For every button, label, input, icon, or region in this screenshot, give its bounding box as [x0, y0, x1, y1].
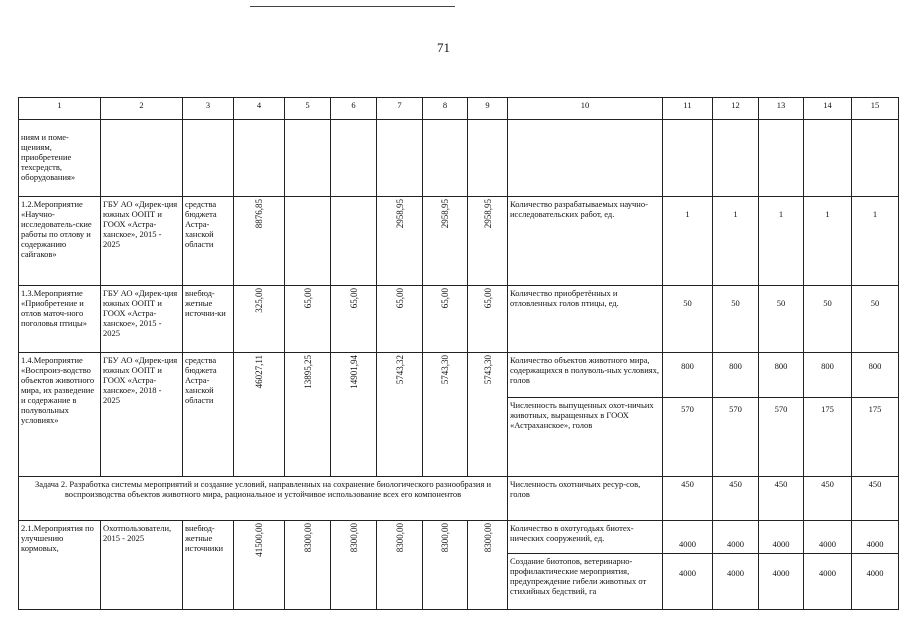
program-table — [18, 97, 899, 610]
indicator: Количество приобретённых и отловленных голов птицы, ед. — [508, 286, 663, 353]
target-value: 570 — [713, 398, 759, 476]
empty-cell — [331, 120, 377, 196]
activity-name: 1.3.Мероприятие «Приобретение и отлов маточ-ного поголовья птицы» — [19, 286, 101, 353]
target-value: 800 — [804, 353, 852, 398]
empty-cell — [663, 120, 713, 196]
table-row-1-3 — [19, 286, 899, 353]
table-row-continuation — [19, 120, 899, 196]
col-header: 15 — [852, 98, 899, 120]
amount-year: 65,00 — [285, 286, 331, 353]
target-value: 50 — [852, 286, 899, 353]
empty-cell — [101, 120, 183, 196]
amount-year: 2958,95 — [377, 196, 423, 286]
amount-year: 8300,00 — [468, 521, 508, 610]
col-header: 13 — [759, 98, 804, 120]
amount-year — [285, 196, 331, 286]
indicator: Количество в охотугодьях биотех-нических сооружений, ед. — [508, 521, 663, 554]
table-row-1-4 — [19, 353, 899, 398]
amount-year: 65,00 — [331, 286, 377, 353]
col-header: 8 — [423, 98, 468, 120]
top-rule — [250, 6, 455, 7]
amount-total: 46027,11 — [234, 353, 285, 476]
empty-cell — [852, 120, 899, 196]
activity-name: 2.1.Мероприятия по улучшению кормовых, — [19, 521, 101, 610]
activity-name: 1.2.Мероприятие «Научно-исследователь-ские работы по отлову и содержанию сайгаков» — [19, 196, 101, 286]
col-header: 4 — [234, 98, 285, 120]
col-header: 14 — [804, 98, 852, 120]
executor: ГБУ АО «Дирек-ция южных ООПТ и ГООХ «Астра-ханское», 2018 - 2025 — [101, 353, 183, 476]
amount-year — [331, 196, 377, 286]
target-value: 4000 — [804, 553, 852, 609]
amount-total: 41500,00 — [234, 521, 285, 610]
empty-cell — [508, 120, 663, 196]
amount-year: 2958,95 — [423, 196, 468, 286]
target-value: 4000 — [852, 521, 899, 554]
task-heading: Задача 2. Разработка системы мероприятий и создание условий, направленных на сохранение биологического разнообразия и воспроизводства объектов животного мира, рациональное и устойчивое использование всех его компонентов — [19, 476, 508, 521]
target-value: 175 — [804, 398, 852, 476]
target-value: 570 — [759, 398, 804, 476]
indicator: Количество разрабатываемых научно-исследовательских работ, ед. — [508, 196, 663, 286]
executor: ГБУ АО «Дирек-ция южных ООПТ и ГООХ «Астра-ханское», 2015 - 2025 — [101, 286, 183, 353]
amount-year: 14901,94 — [331, 353, 377, 476]
amount-year: 5743,30 — [423, 353, 468, 476]
table-row-2-1 — [19, 521, 899, 554]
empty-cell — [759, 120, 804, 196]
amount-year: 5743,30 — [468, 353, 508, 476]
funding-source: внебюд-жетные источники — [183, 521, 234, 610]
target-value: 175 — [852, 398, 899, 476]
amount-year: 8300,00 — [377, 521, 423, 610]
target-value: 800 — [663, 353, 713, 398]
target-value: 4000 — [713, 553, 759, 609]
amount-year: 5743,32 — [377, 353, 423, 476]
target-value: 450 — [759, 476, 804, 521]
target-value: 450 — [852, 476, 899, 521]
target-value: 1 — [713, 196, 759, 286]
amount-year: 65,00 — [468, 286, 508, 353]
target-value: 4000 — [663, 521, 713, 554]
indicator: Численность охотничьих ресур-сов, голов — [508, 476, 663, 521]
amount-year: 8300,00 — [331, 521, 377, 610]
target-value: 450 — [804, 476, 852, 521]
indicator: Численность выпущенных охот-ничьих животных, выращенных в ГООХ «Астраханское», голов — [508, 398, 663, 476]
target-value: 800 — [713, 353, 759, 398]
target-value: 50 — [759, 286, 804, 353]
table-row-task-2 — [19, 476, 899, 521]
activity-name: ниям и поме-щениям, приобретение техсредств, оборудования» — [19, 120, 101, 196]
amount-year: 2958,95 — [468, 196, 508, 286]
amount-total: 8876,85 — [234, 196, 285, 286]
col-header: 1 — [19, 98, 101, 120]
header-row — [19, 98, 899, 120]
empty-cell — [285, 120, 331, 196]
empty-cell — [804, 120, 852, 196]
table-row-1-2 — [19, 196, 899, 286]
target-value: 1 — [759, 196, 804, 286]
col-header: 7 — [377, 98, 423, 120]
amount-year: 8300,00 — [285, 521, 331, 610]
target-value: 1 — [852, 196, 899, 286]
funding-source: внебюд-жетные источни-ки — [183, 286, 234, 353]
target-value: 1 — [804, 196, 852, 286]
amount-year: 65,00 — [423, 286, 468, 353]
target-value: 50 — [663, 286, 713, 353]
target-value: 800 — [852, 353, 899, 398]
empty-cell — [183, 120, 234, 196]
col-header: 6 — [331, 98, 377, 120]
col-header: 2 — [101, 98, 183, 120]
target-value: 4000 — [759, 553, 804, 609]
target-value: 4000 — [663, 553, 713, 609]
target-value: 570 — [663, 398, 713, 476]
target-value: 4000 — [804, 521, 852, 554]
empty-cell — [234, 120, 285, 196]
empty-cell — [713, 120, 759, 196]
target-value: 1 — [663, 196, 713, 286]
amount-year: 65,00 — [377, 286, 423, 353]
col-header: 5 — [285, 98, 331, 120]
funding-source: средства бюджета Астра-ханской области — [183, 196, 234, 286]
funding-source: средства бюджета Астра-ханской области — [183, 353, 234, 476]
empty-cell — [468, 120, 508, 196]
target-value: 450 — [663, 476, 713, 521]
target-value: 4000 — [852, 553, 899, 609]
activity-name: 1.4.Мероприятие «Воспроиз-водство объектов животного мира, их разведение и содержание в полувольных условиях» — [19, 353, 101, 476]
target-value: 50 — [804, 286, 852, 353]
empty-cell — [377, 120, 423, 196]
executor: Охотпользователи, 2015 - 2025 — [101, 521, 183, 610]
amount-year: 8300,00 — [423, 521, 468, 610]
col-header: 11 — [663, 98, 713, 120]
indicator: Количество объектов животного мира, содержащихся в полуволь-ных условиях, голов — [508, 353, 663, 398]
empty-cell — [423, 120, 468, 196]
col-header: 12 — [713, 98, 759, 120]
target-value: 800 — [759, 353, 804, 398]
col-header: 3 — [183, 98, 234, 120]
target-value: 4000 — [713, 521, 759, 554]
target-value: 4000 — [759, 521, 804, 554]
target-value: 450 — [713, 476, 759, 521]
executor: ГБУ АО «Дирек-ция южных ООПТ и ГООХ «Астра-ханское», 2015 - 2025 — [101, 196, 183, 286]
amount-total: 325,00 — [234, 286, 285, 353]
target-value: 50 — [713, 286, 759, 353]
page-number: 71 — [437, 40, 450, 55]
col-header: 10 — [508, 98, 663, 120]
col-header: 9 — [468, 98, 508, 120]
indicator: Создание биотопов, ветеринарно-профилактические мероприятия, предупреждение гибели животных от стихийных бедствий, га — [508, 553, 663, 609]
amount-year: 13895,25 — [285, 353, 331, 476]
